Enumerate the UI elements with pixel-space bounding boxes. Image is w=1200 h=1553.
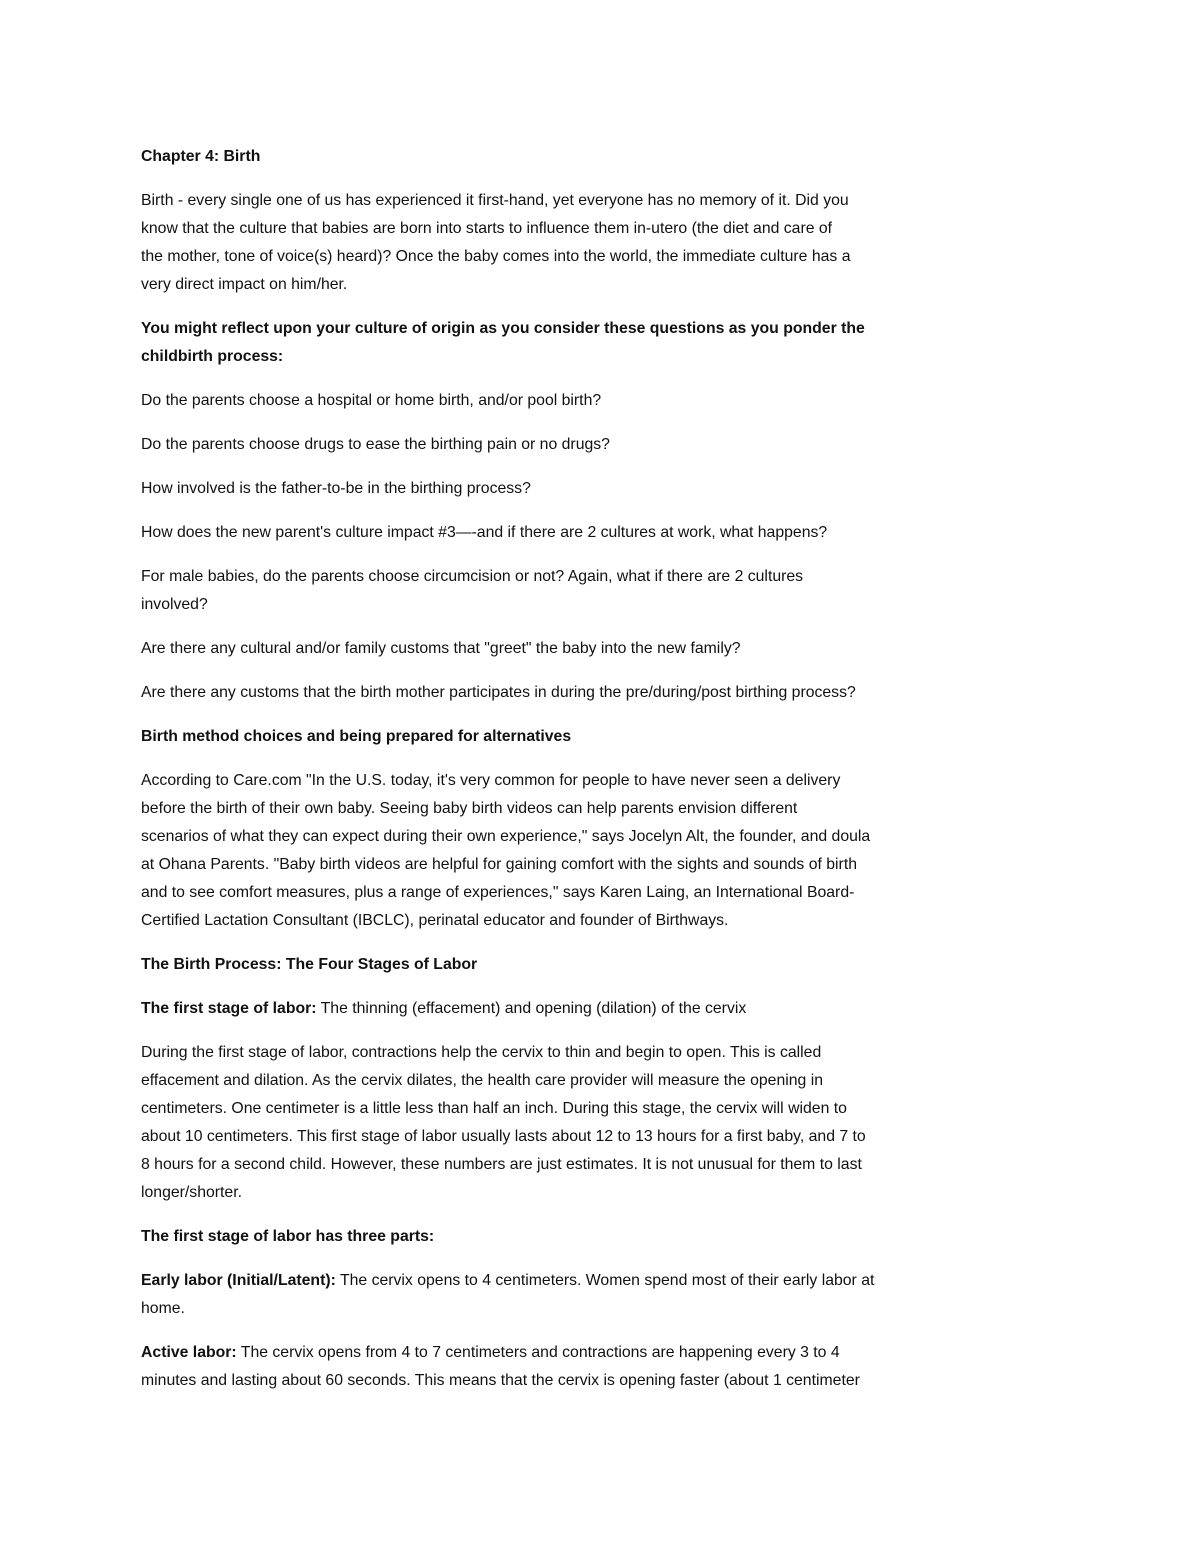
text-line: How involved is the father-to-be in the birthing process? [141, 480, 531, 497]
heading [141, 1223, 1081, 1251]
text-line: How does the new parent's culture impact #3—-and if there are 2 cultures at work, what happens? [141, 524, 828, 541]
text-line: Are there any customs that the birth mother participates in during the pre/during/post birthing process? [141, 684, 856, 701]
paragraph [141, 475, 1081, 503]
paragraph [141, 635, 1081, 663]
paragraph [141, 679, 1081, 707]
text-line: before the birth of their own baby. Seeing baby birth videos can help parents envision different [141, 800, 798, 817]
text-line: The Birth Process: The Four Stages of Labor [141, 956, 478, 973]
heading [141, 723, 1081, 751]
text-line: Do the parents choose a hospital or home birth, and/or pool birth? [141, 392, 602, 409]
text-line: The first stage of labor has three parts: [141, 1228, 435, 1245]
text-line: Do the parents choose drugs to ease the birthing pain or no drugs? [141, 436, 610, 453]
line-text: The cervix opens to 4 centimeters. Women spend most of their early labor at [335, 1272, 875, 1289]
paragraph [141, 1267, 1081, 1323]
text-line: very direct impact on him/her. [141, 276, 348, 293]
document-page [141, 143, 1081, 1411]
text-line: According to Care.com "In the U.S. today, it's very common for people to have never seen a delivery [141, 772, 841, 789]
text-line: about 10 centimeters. This first stage of labor usually lasts about 12 to 13 hours for a first baby, and 7 to [141, 1128, 866, 1145]
paragraph [141, 1039, 1081, 1207]
heading [141, 143, 1081, 171]
text-line: at Ohana Parents. "Baby birth videos are helpful for gaining comfort with the sights and sounds of birth [141, 856, 857, 873]
text-line: Are there any cultural and/or family customs that "greet" the baby into the new family? [141, 640, 741, 657]
paragraph [141, 387, 1081, 415]
text-line: You might reflect upon your culture of origin as you consider these questions as you ponder the [141, 320, 865, 337]
text-line: know that the culture that babies are born into starts to influence them in-utero (the diet and care of [141, 220, 833, 237]
line-text: The thinning (effacement) and opening (dilation) of the cervix [316, 1000, 747, 1017]
text-line: involved? [141, 596, 208, 613]
text-line: Birth method choices and being prepared for alternatives [141, 728, 572, 745]
text-line [141, 1339, 1081, 1367]
text-line: Chapter 4: Birth [141, 148, 261, 165]
text-line [141, 1267, 1081, 1295]
text-line: During the first stage of labor, contractions help the cervix to thin and begin to open. This is called [141, 1044, 822, 1061]
text-line: childbirth process: [141, 348, 284, 365]
paragraph [141, 1339, 1081, 1395]
text-line: For male babies, do the parents choose circumcision or not? Again, what if there are 2 cultures [141, 568, 804, 585]
text-line: minutes and lasting about 60 seconds. This means that the cervix is opening faster (about 1 centimeter [141, 1372, 860, 1389]
line-text: The cervix opens from 4 to 7 centimeters and contractions are happening every 3 to 4 [236, 1344, 840, 1361]
text-line: centimeters. One centimeter is a little less than half an inch. During this stage, the cervix will widen to [141, 1100, 847, 1117]
paragraph [141, 767, 1081, 935]
paragraph [141, 519, 1081, 547]
heading [141, 315, 1081, 371]
text-line [141, 995, 1081, 1023]
paragraph [141, 563, 1081, 619]
paragraph [141, 431, 1081, 459]
text-line: Certified Lactation Consultant (IBCLC), perinatal educator and founder of Birthways. [141, 912, 729, 929]
bold-lead: Active labor: [141, 1344, 237, 1361]
text-line: effacement and dilation. As the cervix dilates, the health care provider will measure the opening in [141, 1072, 824, 1089]
text-line: 8 hours for a second child. However, these numbers are just estimates. It is not unusual for them to last [141, 1156, 862, 1173]
heading [141, 951, 1081, 979]
text-line: the mother, tone of voice(s) heard)? Once the baby comes into the world, the immediate culture has a [141, 248, 851, 265]
paragraph [141, 995, 1081, 1023]
text-line: Birth - every single one of us has experienced it first-hand, yet everyone has no memory of it. Did you [141, 192, 849, 209]
text-line: scenarios of what they can expect during their own experience," says Jocelyn Alt, the founder, and doula [141, 828, 871, 845]
paragraph [141, 187, 1081, 299]
bold-lead: The first stage of labor: [141, 1000, 317, 1017]
text-line: home. [141, 1300, 185, 1317]
text-line: longer/shorter. [141, 1184, 242, 1201]
bold-lead: Early labor (Initial/Latent): [141, 1272, 336, 1289]
text-line: and to see comfort measures, plus a range of experiences," says Karen Laing, an International Board- [141, 884, 855, 901]
